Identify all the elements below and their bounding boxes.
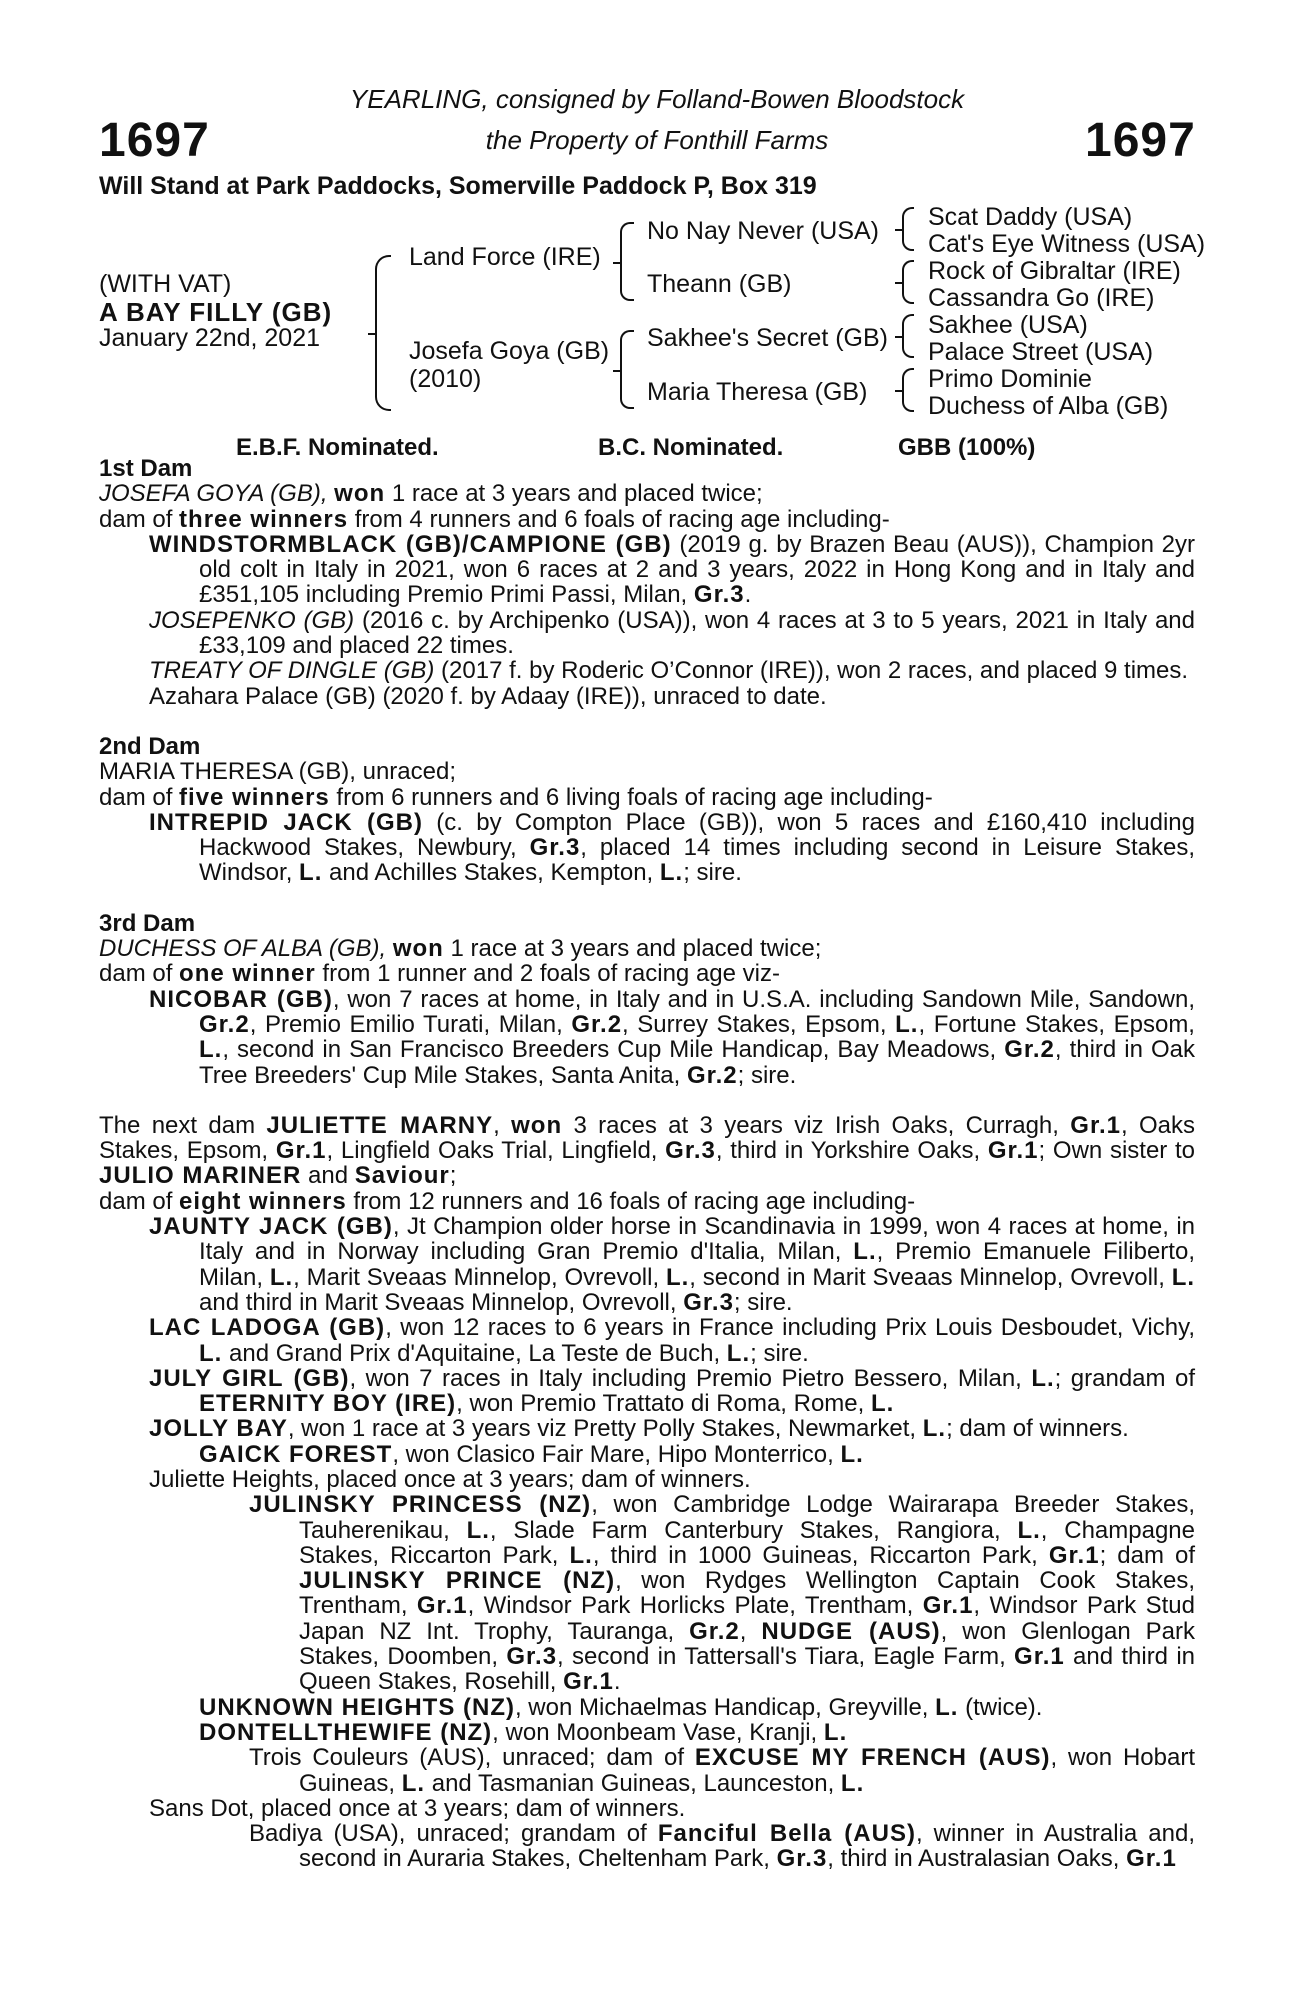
text-run: L.	[840, 1440, 864, 1468]
brace-main	[375, 255, 391, 411]
text-run: ,	[493, 1111, 512, 1139]
text-run: INTREPID JACK (GB)	[149, 808, 423, 836]
text-run: from 6 runners and 6 living foals of racing age including-	[329, 783, 933, 811]
text-run: UNKNOWN HEIGHTS (NZ)	[199, 1693, 515, 1721]
text-run: DONTELLTHEWIFE (NZ)	[199, 1718, 493, 1746]
text-run: L.	[922, 1415, 947, 1443]
text-run: from 12 runners and 16 foals of racing age including-	[346, 1187, 916, 1215]
text-run: eight winners	[179, 1187, 347, 1215]
text-run: GAICK FOREST	[199, 1440, 393, 1468]
ped-dss: Sakhee (USA)	[928, 311, 1088, 339]
text-run: three winners	[179, 505, 349, 533]
text-run: , won Hobart Guineas,	[299, 1744, 1195, 1797]
next-dam-p3	[99, 1214, 1195, 1315]
text-run: ; sire.	[733, 1288, 793, 1316]
next-dam-p6	[99, 1416, 1195, 1441]
text-run: (2016 c. by Archipenko (USA)), won 4 races at 3 to 5 years, 2021 in Italy and £33,109 and placed 22 times.	[199, 606, 1196, 660]
text-run: JULINSKY PRINCESS (NZ)	[249, 1491, 592, 1519]
text-run: L.	[1017, 1516, 1041, 1544]
brace-dd	[902, 368, 914, 412]
text-run: JULIO MARINER	[99, 1162, 302, 1190]
second-dam-heading: 2nd Dam	[99, 732, 201, 760]
text-run: Gr.3	[776, 1845, 828, 1873]
next-dam-p4	[99, 1315, 1195, 1366]
text-run: and third in Marit Sveaas Minnelop, Ovrevoll,	[199, 1288, 684, 1316]
text-run: , Surrey Stakes, Epsom,	[622, 1010, 896, 1038]
text-run: Gr.1	[1048, 1541, 1100, 1569]
next-dam-p14	[99, 1821, 1195, 1872]
text-run: Gr.1	[1070, 1111, 1121, 1139]
next-dam-p8: Juliette Heights, placed once at 3 years; dam of winners.	[149, 1465, 751, 1493]
text-run: , won 7 races in Italy including Premio Pietro Bessero, Milan,	[349, 1364, 1032, 1392]
text-run: Gr.1	[1126, 1845, 1177, 1873]
text-run: won	[511, 1111, 563, 1139]
text-run: , Lingfield Oaks Trial, Lingfield,	[326, 1137, 666, 1165]
text-run: Gr.3	[506, 1643, 558, 1671]
text-run: one winner	[179, 960, 316, 988]
lot-number-right: 1697	[1085, 114, 1196, 167]
dam-year: (2010)	[409, 365, 482, 393]
ped-sdd: Cassandra Go (IRE)	[928, 284, 1155, 312]
ped-ddd: Duchess of Alba (GB)	[928, 392, 1169, 420]
text-run: , second in San Francisco Breeders Cup Mile Handicap, Bay Meadows,	[222, 1036, 1005, 1064]
text-run: L.	[199, 1036, 223, 1064]
text-run: , won 1 race at 3 years viz Pretty Polly Stakes, Newmarket,	[287, 1415, 923, 1443]
text-run: dam of	[99, 1187, 180, 1215]
text-run: EXCUSE MY FRENCH (AUS)	[694, 1744, 1051, 1772]
text-run: .	[613, 1668, 621, 1696]
text-run: Saviour	[354, 1162, 450, 1190]
next-dam-p1	[99, 1113, 1195, 1189]
ped-ssd: Cat's Eye Witness (USA)	[928, 230, 1206, 258]
text-run: L.	[935, 1693, 959, 1721]
header-line-2: the Property of Fonthill Farms	[485, 125, 829, 155]
text-run: , won Rydges Wellington Captain Cook Stakes, Trentham,	[299, 1567, 1195, 1620]
text-run: from 1 runner and 2 foals of racing age viz-	[315, 960, 780, 988]
sire: Land Force (IRE)	[409, 243, 601, 271]
text-run: , won Glenlogan Park Stakes, Doomben,	[299, 1617, 1195, 1671]
sire-sire: No Nay Never (USA)	[647, 217, 879, 245]
text-run: and	[301, 1162, 355, 1190]
text-run: L.	[823, 1718, 848, 1746]
text-run: L.	[199, 1339, 223, 1367]
text-run: Gr.3	[693, 581, 745, 609]
next-dam-p7	[99, 1442, 1195, 1467]
text-run: ,	[739, 1617, 762, 1645]
text-run: ; sire.	[750, 1339, 809, 1367]
next-dam-p11	[99, 1720, 1195, 1745]
text-run: JAUNTY JACK (GB)	[149, 1213, 393, 1241]
text-run: ; dam of winners.	[946, 1415, 1129, 1443]
text-run: L.	[665, 1263, 690, 1291]
text-run: JOSEPENKO (GB)	[149, 606, 355, 634]
text-run: from 4 runners and 6 foals of racing age including-	[348, 505, 890, 533]
ebf-nominated: E.B.F. Nominated.	[236, 434, 439, 461]
brace-ds	[902, 314, 914, 358]
text-run: , third in Australasian Oaks,	[827, 1845, 1127, 1873]
text-run: L.	[726, 1339, 751, 1367]
ped-dsd: Palace Street (USA)	[928, 338, 1154, 366]
text-run: (2019 g. by Brazen Beau (AUS)), Champion 2yr old colt in Italy in 2021, won 6 races at 2 and 3 years, 2022 in Hong Kong and in Italy and £351,105 including Premio Primi Passi, Milan,	[199, 530, 1195, 609]
subject-dob: January 22nd, 2021	[99, 324, 321, 352]
text-run: and Achilles Stakes, Kempton,	[322, 859, 660, 887]
text-run: (twice).	[958, 1693, 1043, 1721]
next-dam-p5	[99, 1366, 1195, 1417]
catalogue-body	[99, 456, 1195, 1872]
text-run: , Slade Farm Canterbury Stakes, Rangiora,	[489, 1516, 1018, 1544]
text-run: ; dam of	[1099, 1541, 1195, 1569]
text-run: Gr.3	[683, 1288, 734, 1316]
text-run: , Marit Sveaas Minnelop, Ovrevoll,	[293, 1263, 666, 1291]
text-run: L.	[401, 1769, 426, 1797]
text-run: The next dam	[99, 1111, 267, 1139]
text-run: 3 races at 3 years viz Irish Oaks, Curragh,	[562, 1111, 1071, 1139]
text-run: Gr.3	[665, 1137, 716, 1165]
text-run: won	[334, 480, 386, 508]
ped-sss: Scat Daddy (USA)	[928, 203, 1133, 231]
text-run: five winners	[179, 783, 330, 811]
text-run: Gr.1	[987, 1137, 1039, 1165]
text-run: 1 race at 3 years and placed twice;	[385, 480, 763, 508]
brace-sire	[620, 222, 634, 301]
first-dam-p1	[99, 481, 1195, 506]
text-run: , won Moonbeam Vase, Kranji,	[492, 1718, 824, 1746]
text-run: , Windsor Park Horlicks Plate, Trentham,	[467, 1592, 923, 1620]
text-run: L.	[840, 1769, 865, 1797]
text-run: , won Premio Trattato di Roma, Rome,	[456, 1390, 871, 1418]
text-run: ; sire.	[683, 859, 742, 887]
first-dam-heading: 1st Dam	[99, 455, 193, 482]
first-dam-p4	[99, 608, 1195, 659]
text-run: L.	[1171, 1263, 1196, 1291]
stand-location: Will Stand at Park Paddocks, Somerville Paddock P, Box 319	[99, 172, 817, 200]
third-dam-p1	[99, 936, 1195, 961]
text-run: L.	[853, 1238, 877, 1266]
text-run: LAC LADOGA (GB)	[149, 1314, 386, 1342]
next-dam-p12	[99, 1745, 1195, 1796]
text-run: Gr.1	[563, 1668, 614, 1696]
sire-dam: Theann (GB)	[647, 270, 792, 298]
text-run: Badiya (USA), unraced; grandam of	[249, 1820, 658, 1848]
text-run: ; Own sister to	[1038, 1137, 1195, 1165]
text-run: , second in Marit Sveaas Minnelop, Ovrevoll,	[689, 1263, 1172, 1291]
gbb-rating: GBB (100%)	[898, 434, 1036, 461]
text-run: ;	[449, 1162, 457, 1190]
text-run: Fanciful Bella (AUS)	[657, 1820, 916, 1848]
text-run: , Champagne Stakes, Riccarton Park,	[299, 1516, 1196, 1569]
text-run: Gr.2	[689, 1617, 740, 1645]
vat-note: (WITH VAT)	[99, 270, 232, 298]
brace-sd	[902, 260, 914, 304]
text-run: L.	[1031, 1364, 1055, 1392]
text-run: , Oaks Stakes, Epsom,	[99, 1111, 1196, 1165]
text-run: DUCHESS OF ALBA (GB),	[99, 935, 393, 963]
header-line-1: YEARLING, consigned by Folland-Bowen Bloodstock	[349, 84, 965, 114]
text-run: , won Michaelmas Handicap, Greyville,	[514, 1693, 936, 1721]
text-run: Gr.1	[416, 1592, 468, 1620]
text-run: , won 12 races to 6 years in France including Prix Louis Desboudet, Vichy,	[385, 1314, 1196, 1342]
text-run: Gr.2	[686, 1061, 738, 1089]
text-run: JULY GIRL (GB)	[149, 1364, 350, 1392]
text-run: L.	[895, 1010, 919, 1038]
dam-sire: Sakhee's Secret (GB)	[647, 324, 888, 352]
text-run: (c. by Compton Place (GB)), won 5 races and £160,410 including Hackwood Stakes, Newbury,	[199, 808, 1195, 862]
text-run: WINDSTORMBLACK (GB)/CAMPIONE (GB)	[149, 530, 672, 558]
text-run: , Jt Champion older horse in Scandinavia in 1999, won 4 races at home, in Italy and in Norway including Gran Premio d'Italia, Milan,	[199, 1213, 1195, 1266]
text-run: , Fortune Stakes, Epsom,	[918, 1010, 1195, 1038]
text-run: dam of	[99, 960, 180, 988]
second-dam-p2	[99, 785, 1195, 810]
next-dam-p10	[99, 1695, 1195, 1720]
next-dam-p13: Sans Dot, placed once at 3 years; dam of winners.	[149, 1794, 686, 1822]
text-run: , won Cambridge Lodge Wairarapa Breeder Stakes, Tauherenikau,	[299, 1491, 1195, 1544]
text-run: Gr.2	[571, 1010, 623, 1038]
text-run: , Premio Emanuele Filiberto, Milan,	[199, 1238, 1195, 1291]
second-dam-p3	[99, 810, 1195, 886]
text-run: , won Clasico Fair Mare, Hipo Monterrico,	[392, 1440, 841, 1468]
text-run: , second in Tattersall's Tiara, Eagle Farm,	[557, 1643, 1015, 1671]
text-run: and third in Queen Stakes, Rosehill,	[299, 1643, 1195, 1696]
text-run: , placed 14 times including second in Leisure Stakes, Windsor,	[199, 834, 1196, 887]
text-run: Gr.3	[529, 834, 581, 862]
text-run: L.	[466, 1516, 490, 1544]
first-dam-p3	[99, 532, 1195, 608]
text-run: ETERNITY BOY (IRE)	[199, 1390, 457, 1418]
text-run: , Premio Emilio Turati, Milan,	[249, 1010, 572, 1038]
next-dam-p9	[99, 1492, 1195, 1694]
brace-dam	[620, 330, 634, 409]
text-run: dam of	[99, 783, 180, 811]
text-run: ; sire.	[737, 1061, 797, 1089]
text-run: dam of	[99, 505, 180, 533]
text-run: , Windsor Park Stud Japan NZ Int. Trophy, Tauranga,	[299, 1592, 1195, 1645]
first-dam-p5	[99, 658, 1195, 683]
text-run: Gr.1	[275, 1137, 327, 1165]
third-dam-heading: 3rd Dam	[99, 909, 196, 937]
bc-nominated: B.C. Nominated.	[598, 434, 784, 461]
text-run: JULIETTE MARNY	[266, 1111, 494, 1139]
text-run: , winner in Australia and, second in Auraria Stakes, Cheltenham Park,	[299, 1820, 1195, 1873]
text-run: JOLLY BAY	[149, 1415, 288, 1443]
text-run: Trois Couleurs (AUS), unraced; dam of	[249, 1744, 695, 1772]
first-dam-p2	[99, 507, 1195, 532]
text-run: NICOBAR (GB)	[149, 985, 333, 1013]
text-run: , third in Oak Tree Breeders' Cup Mile Stakes, Santa Anita,	[199, 1036, 1195, 1089]
text-run: JULINSKY PRINCE (NZ)	[299, 1567, 616, 1595]
text-run: L.	[569, 1541, 593, 1569]
third-dam-p3	[99, 987, 1195, 1088]
text-run: 1 race at 3 years and placed twice;	[443, 935, 822, 963]
text-run: .	[744, 581, 752, 609]
first-dam-p6: Azahara Palace (GB) (2020 f. by Adaay (IRE)), unraced to date.	[149, 682, 827, 710]
dam-dam: Maria Theresa (GB)	[647, 378, 868, 406]
text-run: Gr.2	[199, 1010, 250, 1038]
next-dam-p2	[99, 1189, 1195, 1214]
text-run: Gr.1	[1014, 1643, 1065, 1671]
text-run: and Grand Prix d'Aquitaine, La Teste de Buch,	[222, 1339, 727, 1367]
subject-name: A BAY FILLY (GB)	[99, 297, 333, 327]
text-run: Gr.1	[922, 1592, 974, 1620]
text-run: (2017 f. by Roderic O’Connor (IRE)), won 2 races, and placed 9 times.	[434, 657, 1189, 685]
text-run: ; grandam of	[1054, 1364, 1195, 1392]
text-run: Gr.2	[1004, 1036, 1055, 1064]
text-run: NUDGE (AUS)	[761, 1617, 941, 1645]
ped-sds: Rock of Gibraltar (IRE)	[928, 257, 1181, 285]
lot-number-left: 1697	[99, 114, 210, 167]
brace-ss	[902, 207, 914, 251]
ped-dds: Primo Dominie	[928, 365, 1092, 393]
text-run: , third in 1000 Guineas, Riccarton Park,	[592, 1541, 1049, 1569]
second-dam-p1: MARIA THERESA (GB), unraced;	[99, 758, 457, 786]
text-run: won	[392, 935, 444, 963]
text-run: and Tasmanian Guineas, Launceston,	[425, 1769, 841, 1797]
dam: Josefa Goya (GB)	[409, 337, 610, 365]
text-run: L.	[299, 859, 323, 887]
text-run: L.	[659, 859, 684, 887]
text-run: TREATY OF DINGLE (GB)	[149, 657, 435, 685]
third-dam-p2	[99, 961, 1195, 986]
text-run: JOSEFA GOYA (GB),	[99, 480, 335, 508]
text-run: , won 7 races at home, in Italy and in U.S.A. including Sandown Mile, Sandown,	[332, 985, 1195, 1013]
text-run: L.	[870, 1390, 895, 1418]
text-run: , third in Yorkshire Oaks,	[715, 1137, 988, 1165]
text-run: L.	[269, 1263, 294, 1291]
